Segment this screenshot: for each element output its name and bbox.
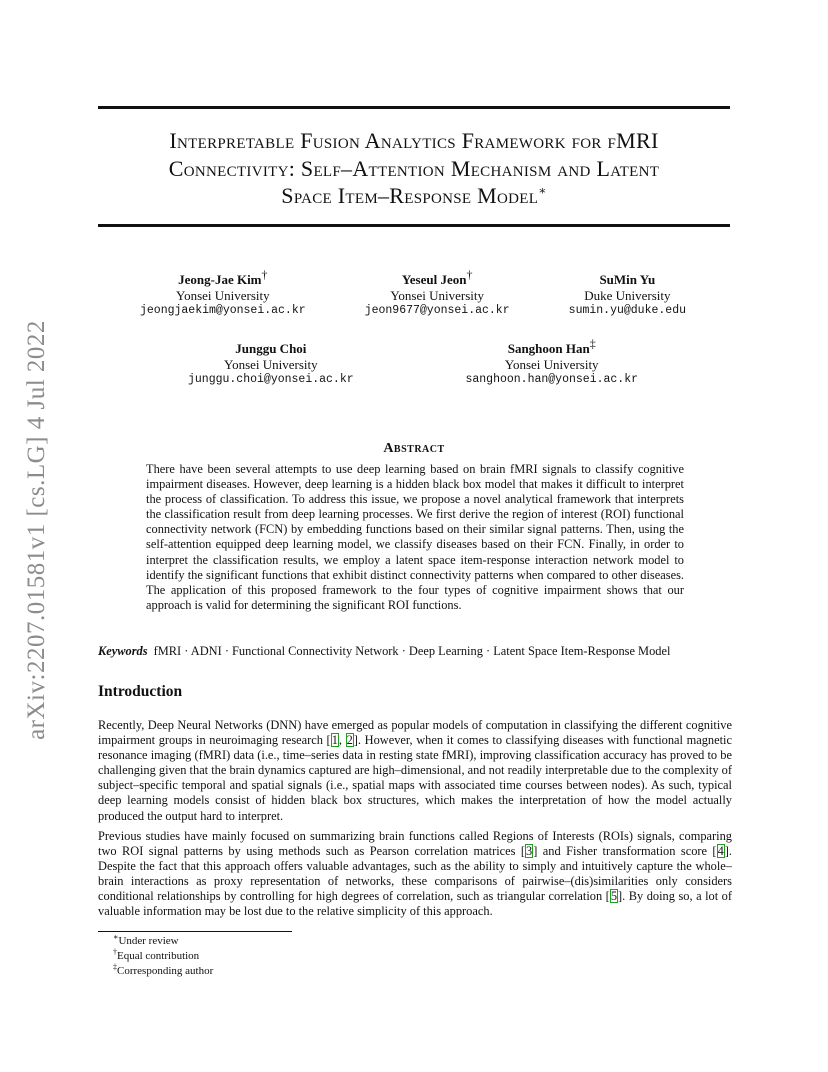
author-affiliation: Yonsei University	[175, 287, 270, 303]
author-name: Sanghoon Han	[507, 341, 590, 356]
footnote-rule	[98, 931, 292, 932]
citation-link[interactable]: 4	[717, 844, 724, 859]
keywords-text: fMRI · ADNI · Functional Connectivity Network · Deep Learning · Latent Space Item-Response Model	[153, 644, 671, 658]
title-bottom-rule	[98, 224, 730, 227]
keywords-label: Keywords	[98, 644, 148, 658]
author-mark: †	[261, 267, 268, 282]
authors-row-2	[98, 336, 730, 388]
citation-link[interactable]: 2	[346, 733, 353, 748]
introduction-paragraph-2	[98, 829, 732, 920]
author-mark: †	[466, 267, 473, 282]
footnote-text: Equal contribution	[117, 950, 200, 962]
author-affiliation: Yonsei University	[390, 287, 484, 303]
section-heading-introduction: Introduction	[98, 683, 183, 700]
footnotes	[113, 934, 213, 979]
abstract-heading: Abstract	[383, 441, 445, 456]
para-text: ]. Despite the fact that this approach offers valuable advantages, such as the ability to simply and intuitively capture the whole–brain interactions as proxy representation of networks, these comparisons of pairwise–(dis)similarities only considers conditional relationships by controlling for high degrees of correlation, such as triangular correlation [	[98, 844, 732, 904]
author-email[interactable]: junggu.choi@yonsei.ac.kr	[188, 373, 354, 386]
paper-title	[98, 127, 730, 210]
author-name: Yeseul Jeon	[401, 272, 467, 287]
para-text: ]. By doing so, a lot of valuable information may be lost due to the relative simplicity of this approach.	[98, 889, 732, 919]
author-block	[188, 341, 354, 388]
title-top-rule	[98, 106, 730, 109]
footnote-item	[113, 934, 213, 949]
citation-link[interactable]: 3	[526, 844, 533, 859]
author-block	[465, 336, 638, 388]
author-mark: ‡	[589, 336, 596, 351]
author-name: Jeong-Jae Kim	[178, 272, 262, 287]
title-footnote-mark: ∗	[538, 183, 547, 198]
author-block	[140, 267, 306, 319]
arxiv-identifier-text: arXiv:2207.01581v1 [cs.LG] 4 Jul 2022	[23, 320, 50, 740]
citation-link[interactable]: 1	[331, 733, 338, 748]
citation-separator: ,	[338, 733, 346, 748]
footnote-mark: ‡	[113, 962, 117, 972]
author-affiliation: Yonsei University	[504, 356, 599, 372]
para-text: Previous studies have mainly focused on summarizing brain functions called Regions of Interests (ROIs) signals, comparing two ROI signal patterns by using methods such as Pearson correlation matrices [	[98, 829, 732, 859]
para-text: Recently, Deep Neural Networks (DNN) have emerged as popular models of computation in classifying the different cognitive impairment groups in neuroimaging research [	[98, 718, 732, 748]
abstract-body: There have been several attempts to use deep learning based on brain fMRI signals to classify cognitive impairment diseases. However, deep learning is a hidden black box model that makes it difficult to interpret the process of classification. To address this issue, we propose a novel analytical framework that interprets the classification result from deep learning processes. We first derive the region of interest (ROI) functional connectivity network (FCN) by embedding functions based on their similar signal patterns. Then, using the self-attention equipped deep learning model, we classify diseases based on their FCN. Finally, in order to interpret the classification results, we employ a latent space item-response interaction network model to identify the significant functions that exhibit distinct connectivity patterns when compared to other diseases. The application of this proposed framework to the four types of cognitive impairment shows that our approach is valid for determining the significant ROI functions.	[146, 462, 684, 612]
author-email[interactable]: sumin.yu@duke.edu	[568, 304, 686, 317]
title-line-3-text: Space Item–Response Model	[281, 183, 539, 208]
title-line-3	[98, 182, 730, 210]
footnote-item	[113, 964, 213, 979]
footnote-mark: †	[113, 947, 117, 957]
footnote-text: Corresponding author	[117, 965, 214, 977]
para-text: ] and Fisher transformation score [	[533, 844, 717, 859]
keywords-line	[98, 644, 738, 659]
author-affiliation: Yonsei University	[223, 356, 318, 372]
para-text: ]. However, when it comes to classifying diseases with functional magnetic resonance imaging (fMRI) data (i.e., time–series data in resting state fMRI), improving classification accuracy has proved to be challenging given that the brain dynamics captured are high–dimensional, and not readily interpretable due to the complexity of subject–specific temporal and spatial signals (i.e., spatial maps with associated time courses between nodes). As such, typical deep learning models consist of hidden black box structures, which makes the interpretation of how the model actually produced the output hard to interpret.	[98, 733, 732, 823]
author-name: Junggu Choi	[235, 341, 307, 356]
author-email[interactable]: jeongjaekim@yonsei.ac.kr	[140, 304, 306, 317]
author-name: SuMin Yu	[599, 272, 656, 287]
title-line-2: Connectivity: Self–Attention Mechanism and Latent	[168, 155, 660, 181]
footnote-text: Under review	[118, 935, 179, 947]
citation-link[interactable]: 5	[610, 889, 618, 904]
footnote-item	[113, 949, 213, 964]
arxiv-identifier-stamp	[20, 300, 54, 760]
author-email[interactable]: sanghoon.han@yonsei.ac.kr	[465, 373, 638, 386]
authors-row-1	[98, 267, 730, 319]
title-line-1: Interpretable Fusion Analytics Framework for fMRI	[169, 128, 659, 153]
introduction-paragraph-1	[98, 718, 732, 824]
footnote-mark: ∗	[113, 932, 119, 942]
author-block	[364, 267, 510, 319]
author-block	[569, 272, 686, 319]
author-affiliation: Duke University	[584, 287, 671, 303]
author-email[interactable]: jeon9677@yonsei.ac.kr	[364, 304, 510, 317]
